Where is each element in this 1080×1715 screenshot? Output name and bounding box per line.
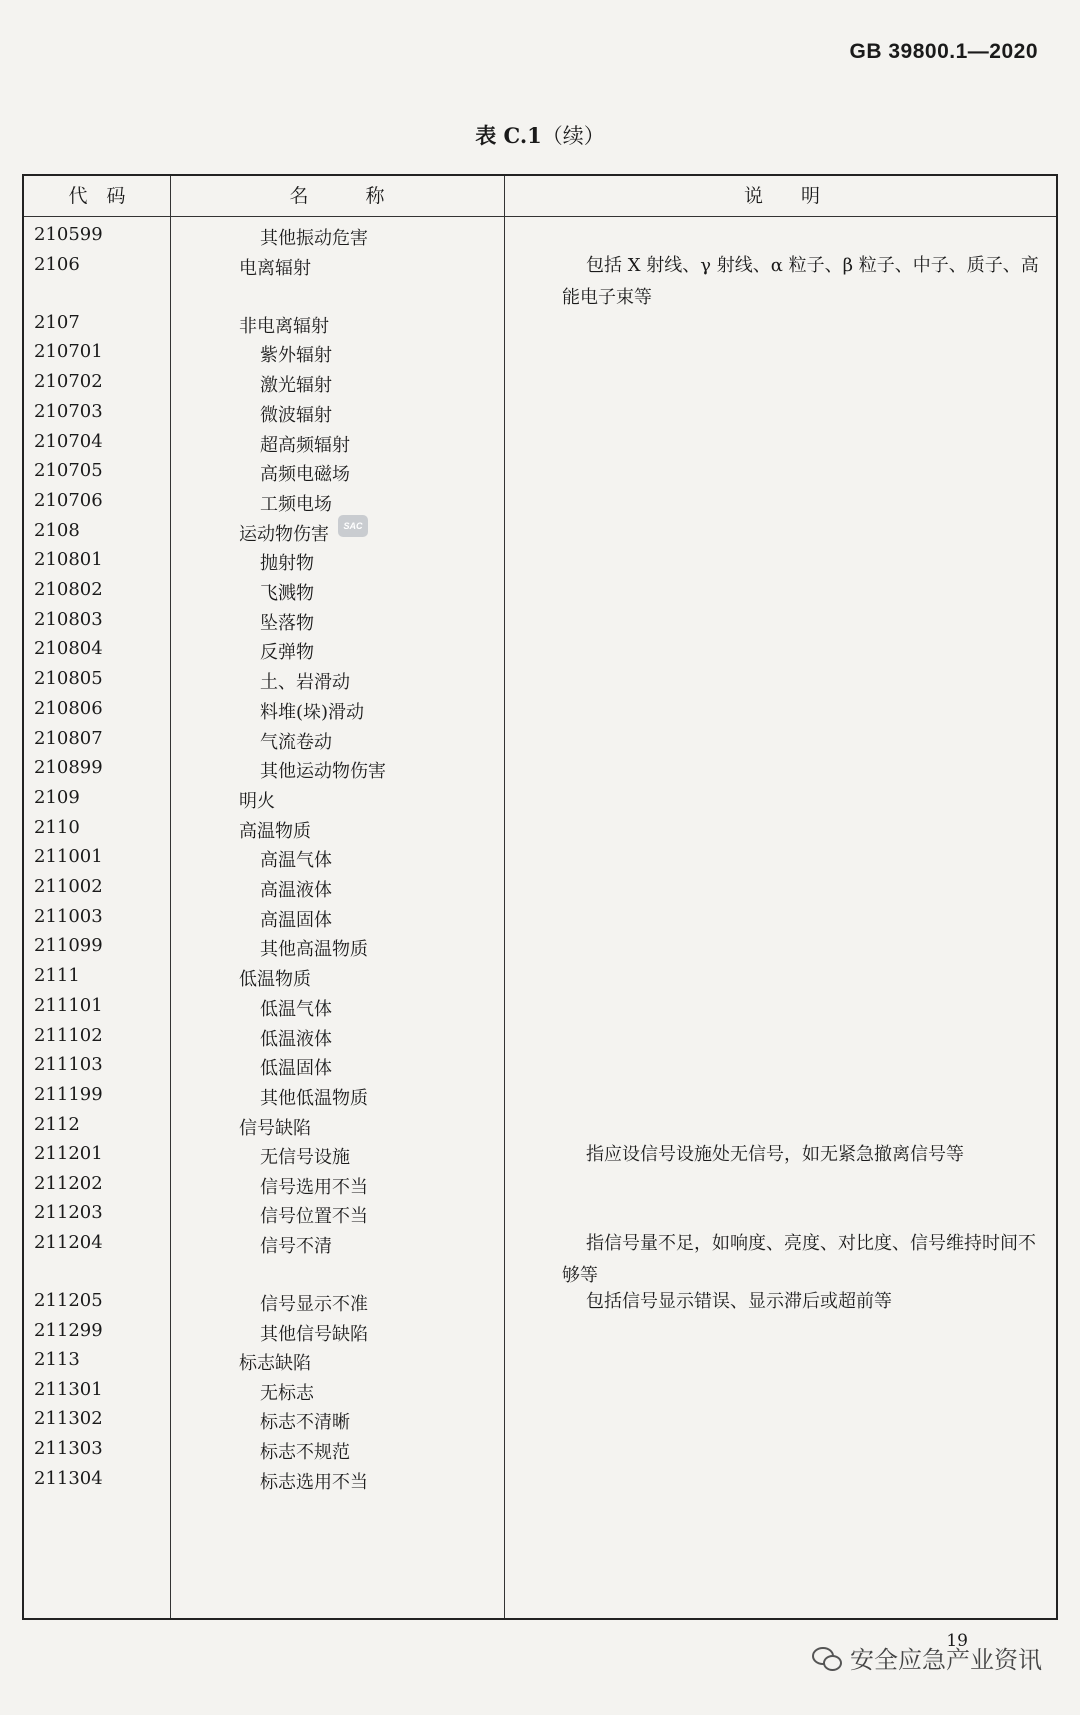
row-name: 低温物质 — [239, 969, 311, 991]
table-row — [24, 1198, 1056, 1228]
row-name: 反弹物 — [260, 642, 314, 664]
row-name: 坠落物 — [260, 612, 314, 634]
table-title-main: 表 C.1 — [475, 123, 542, 148]
table-row — [24, 367, 1056, 397]
table-row — [24, 397, 1056, 427]
row-code: 211303 — [34, 1438, 103, 1459]
row-code: 210804 — [34, 638, 103, 660]
row-code: 210705 — [34, 460, 103, 482]
row-name: 信号位置不当 — [260, 1206, 368, 1228]
row-code: 211203 — [34, 1202, 103, 1224]
table-row — [24, 961, 1056, 991]
row-code: 2108 — [34, 519, 80, 541]
table-row — [24, 842, 1056, 872]
table-row — [24, 1286, 1056, 1316]
standard-number: GB 39800.1—2020 — [849, 40, 1038, 63]
row-name: 高温气体 — [260, 850, 332, 872]
table-row — [24, 634, 1056, 664]
row-description: 指信号量不足，如响度、亮度、对比度、信号维持时间不够等 — [562, 1233, 1036, 1286]
row-code: 210801 — [34, 549, 103, 571]
row-code: 211302 — [34, 1408, 103, 1430]
row-code: 210599 — [34, 224, 103, 245]
row-code: 210807 — [34, 727, 103, 749]
row-code: 211003 — [34, 905, 103, 927]
row-code: 210805 — [34, 668, 103, 690]
row-description: 指应设信号设施处无信号，如无紧急撤离信号等 — [586, 1144, 964, 1166]
table-row — [24, 456, 1056, 486]
table-row — [24, 1110, 1056, 1140]
table-row — [24, 545, 1056, 575]
table-row — [24, 783, 1056, 813]
row-code: 210706 — [34, 489, 103, 511]
row-code: 210899 — [34, 757, 103, 779]
table-row — [24, 1375, 1056, 1405]
row-name: 抛射物 — [260, 553, 314, 575]
header-code: 代 码 — [68, 185, 126, 207]
row-name: 高温液体 — [260, 880, 332, 901]
row-code: 211201 — [34, 1143, 103, 1165]
header-divider — [24, 216, 1056, 217]
table-row — [24, 1345, 1056, 1375]
row-name: 标志缺陷 — [239, 1353, 311, 1375]
row-name: 其他信号缺陷 — [260, 1323, 368, 1345]
row-name: 信号不清 — [260, 1236, 332, 1257]
row-code: 211102 — [34, 1024, 103, 1046]
row-code: 210803 — [34, 608, 103, 630]
table-row — [24, 1228, 1056, 1286]
row-name: 非电离辐射 — [239, 315, 329, 337]
row-code: 211002 — [34, 876, 103, 897]
row-name: 低温液体 — [260, 1028, 332, 1050]
table-row — [24, 931, 1056, 961]
table-row — [24, 337, 1056, 367]
row-name: 低温气体 — [260, 998, 332, 1020]
row-name: 高频电磁场 — [260, 464, 350, 486]
row-name: 工频电场 — [260, 493, 332, 515]
table-row — [24, 1080, 1056, 1110]
row-name: 高温固体 — [260, 909, 332, 931]
row-name: 土、岩滑动 — [260, 672, 350, 694]
table-row — [24, 516, 1056, 546]
table-title-suffix: （续） — [541, 124, 605, 148]
page-number: 19 — [946, 1631, 968, 1651]
table-row — [24, 250, 1056, 308]
row-name: 标志不清晰 — [260, 1412, 350, 1434]
table-row — [24, 872, 1056, 902]
sac-watermark: SAC — [338, 515, 368, 537]
row-code: 211304 — [34, 1467, 103, 1489]
row-name: 超高频辐射 — [260, 434, 350, 456]
table-row — [24, 1050, 1056, 1080]
row-code: 211001 — [34, 846, 103, 868]
row-code: 210704 — [34, 430, 103, 452]
row-code: 210806 — [34, 697, 103, 719]
row-code: 210802 — [34, 579, 103, 600]
row-name: 信号显示不准 — [260, 1294, 368, 1315]
row-name: 标志不规范 — [260, 1442, 350, 1463]
row-code: 2110 — [34, 816, 80, 838]
row-name: 微波辐射 — [260, 404, 332, 426]
table-row — [24, 427, 1056, 457]
header-name: 名 称 — [289, 185, 385, 207]
table-row — [24, 220, 1056, 250]
row-code: 211101 — [34, 994, 103, 1016]
table-row — [24, 991, 1056, 1021]
table-row — [24, 605, 1056, 635]
row-name: 高温物质 — [239, 820, 311, 842]
row-code: 211205 — [34, 1290, 103, 1311]
row-code: 210701 — [34, 341, 103, 363]
wechat-icon — [812, 1645, 842, 1671]
row-name: 其他振动危害 — [260, 228, 368, 249]
row-code: 2113 — [34, 1349, 80, 1371]
row-code: 211099 — [34, 935, 103, 957]
row-name: 激光辐射 — [260, 375, 332, 397]
row-code: 2112 — [34, 1113, 80, 1135]
footer-source — [812, 1640, 1042, 1675]
table-row — [24, 813, 1056, 843]
row-name: 标志选用不当 — [260, 1471, 368, 1493]
table-row — [24, 694, 1056, 724]
row-name: 电离辐射 — [239, 257, 311, 279]
row-code: 211204 — [34, 1232, 103, 1253]
source-label: 安全应急产业资讯 — [850, 1646, 1042, 1674]
table-row — [24, 308, 1056, 338]
row-name: 气流卷动 — [260, 731, 332, 753]
row-description: 包括信号显示错误、显示滞后或超前等 — [586, 1291, 892, 1312]
row-code: 211103 — [34, 1054, 103, 1076]
table-row — [24, 902, 1056, 932]
row-name: 明火 — [239, 790, 275, 812]
table-row — [24, 575, 1056, 605]
row-name: 其他运动物伤害 — [260, 761, 386, 783]
row-description: 包括 X 射线、γ 射线、α 粒子、β 粒子、中子、质子、高能电子束等 — [562, 254, 1039, 308]
table-row — [24, 664, 1056, 694]
row-name: 运动物伤害 — [239, 523, 329, 545]
row-name: 其他高温物质 — [260, 939, 368, 961]
table-row — [24, 1464, 1056, 1494]
row-code: 211202 — [34, 1172, 103, 1194]
table-row — [24, 1139, 1056, 1169]
row-code: 2106 — [34, 253, 80, 275]
row-code: 211301 — [34, 1378, 103, 1400]
table-row — [24, 1404, 1056, 1434]
header-description: 说 明 — [743, 185, 820, 207]
row-code: 210703 — [34, 400, 103, 422]
row-name: 无标志 — [260, 1382, 314, 1404]
row-name: 其他低温物质 — [260, 1087, 368, 1109]
row-code: 210702 — [34, 371, 103, 393]
row-name: 料堆(垛)滑动 — [260, 701, 365, 723]
row-name: 信号缺陷 — [239, 1117, 311, 1139]
data-table — [22, 174, 1058, 1620]
table-row — [24, 1169, 1056, 1199]
table-row — [24, 1434, 1056, 1464]
table-title — [0, 120, 1080, 150]
row-code: 2109 — [34, 786, 80, 808]
row-code: 2111 — [34, 965, 80, 987]
table-row — [24, 724, 1056, 754]
row-name: 信号选用不当 — [260, 1176, 368, 1198]
table-row — [24, 1021, 1056, 1051]
row-code: 211199 — [34, 1083, 103, 1105]
row-name: 无信号设施 — [260, 1147, 350, 1169]
row-code: 211299 — [34, 1319, 103, 1341]
row-code: 2107 — [34, 311, 80, 333]
table-row — [24, 486, 1056, 516]
row-name: 紫外辐射 — [260, 345, 332, 367]
row-name: 低温固体 — [260, 1058, 332, 1080]
table-row — [24, 1316, 1056, 1346]
row-name: 飞溅物 — [260, 583, 314, 604]
table-row — [24, 753, 1056, 783]
